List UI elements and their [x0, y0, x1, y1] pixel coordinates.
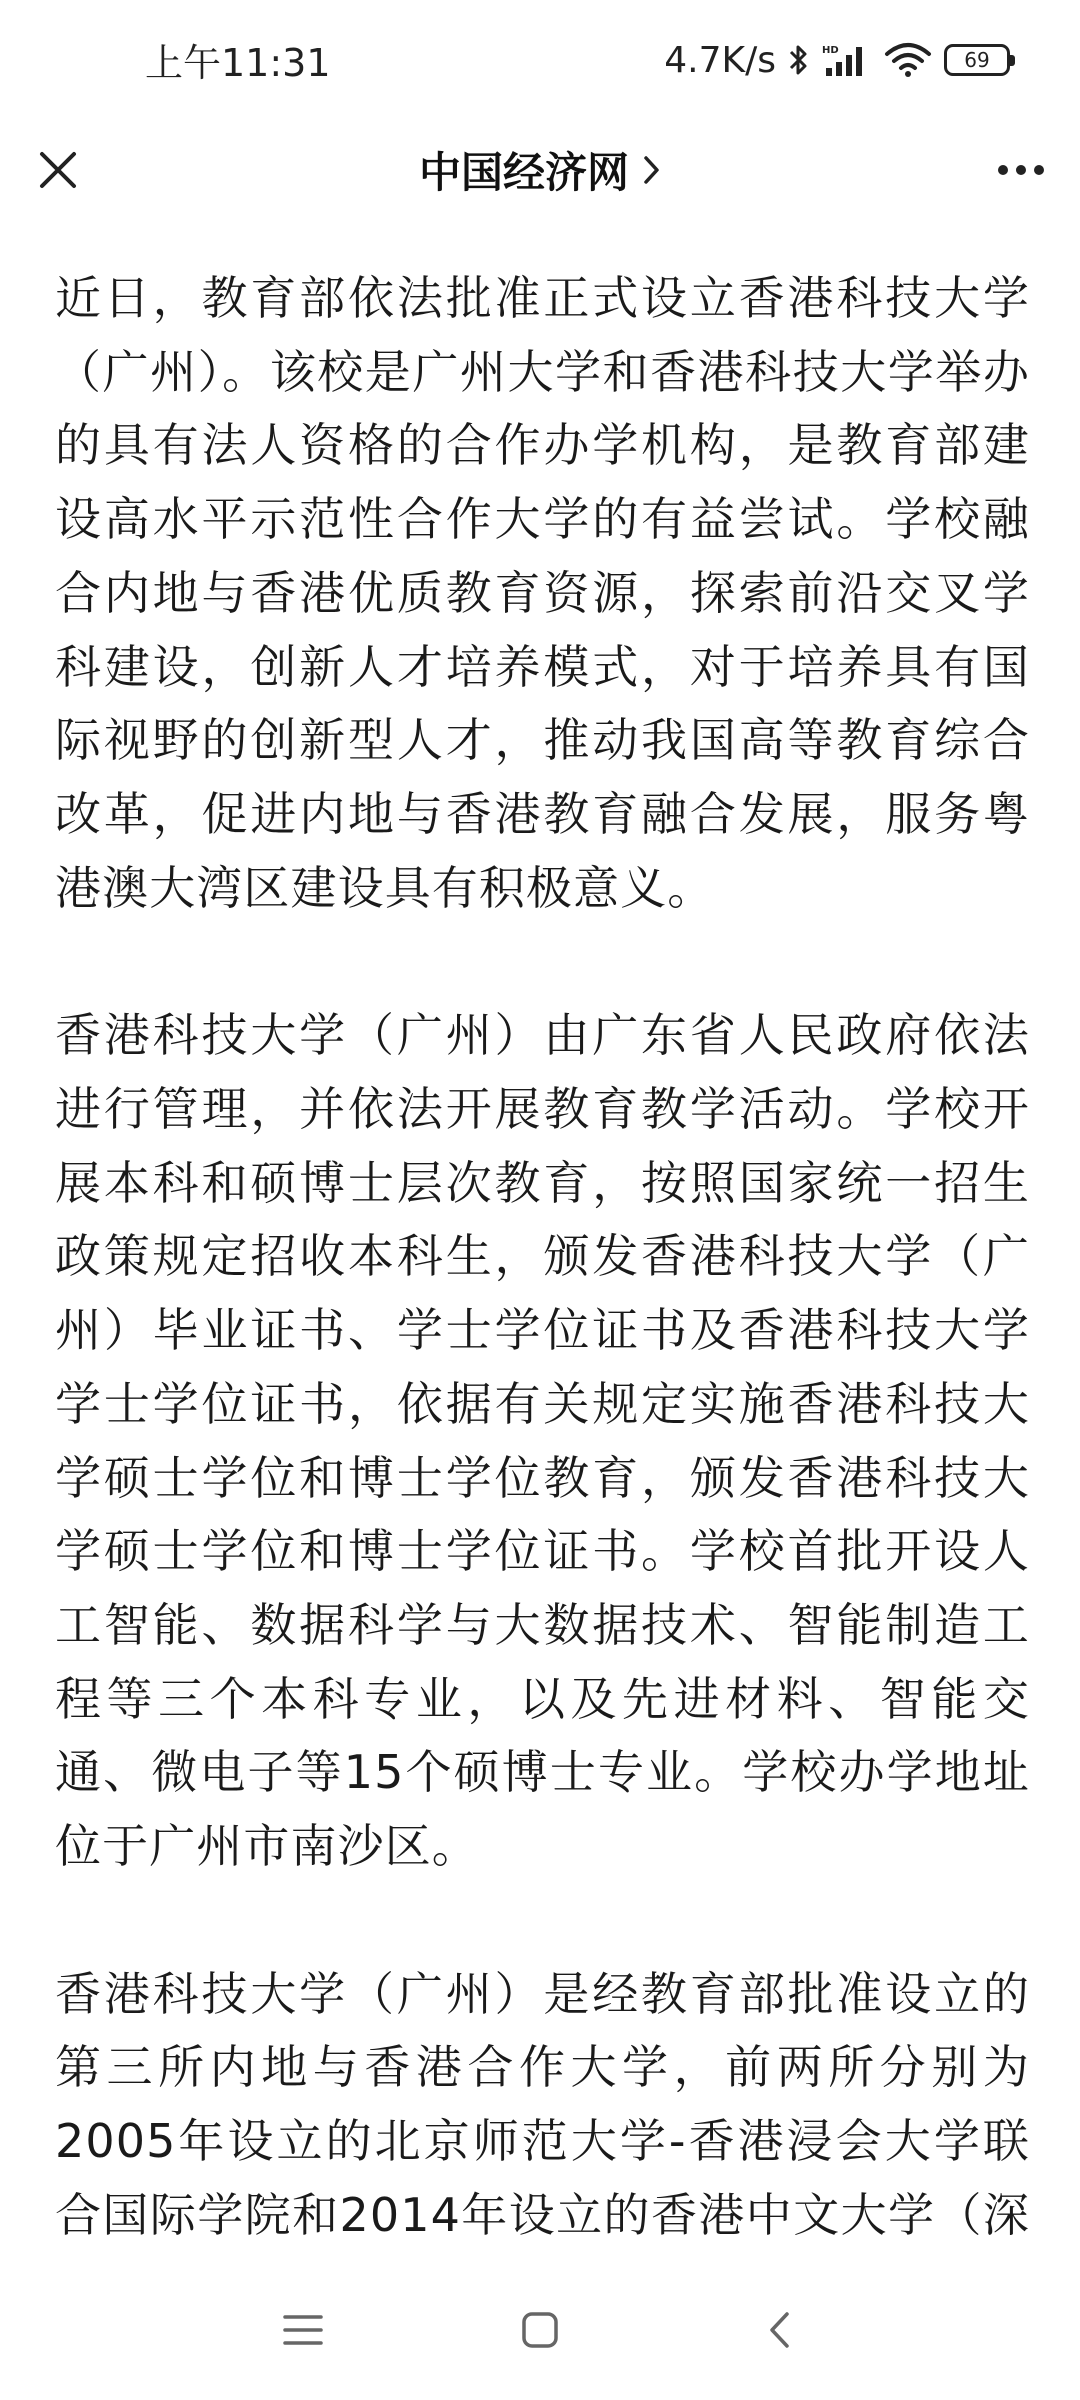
chevron-right-icon: [643, 155, 661, 185]
more-icon-dot: [1016, 165, 1026, 175]
svg-text:HD: HD: [822, 45, 839, 56]
more-icon-dot: [1034, 165, 1044, 175]
home-button[interactable]: [495, 2295, 585, 2365]
back-icon: [767, 2310, 793, 2350]
account-title-link[interactable]: [0, 130, 1080, 210]
network-speed: 4.7K/s: [664, 39, 776, 81]
signal-hd-icon: [822, 42, 872, 78]
article-paragraph: 近日，教育部依法批准正式设立香港科技大学（广州）。该校是广州大学和香港科技大学举办的具有法人资格的合作办学机构，是教育部建设高水平示范性合作大学的有益尝试。学校融合内地与香港优质教育资源，探索前沿交叉学科建设，创新人才培养模式，对于培养具有国际视野的创新型人才，推动我国高等教育综合改革，促进内地与香港教育融合发展，服务粤港澳大湾区建设具有积极意义。: [55, 271, 1030, 915]
menu-icon: [282, 2312, 324, 2348]
menu-button[interactable]: [258, 2295, 348, 2365]
article-paragraph: 香港科技大学（广州）由广东省人民政府依法进行管理，并依法开展教育教学活动。学校开展本科和硕博士层次教育，按照国家统一招生政策规定招收本科生，颁发香港科技大学（广州）毕业证书、学士学位证书及香港科技大学学士学位证书，依据有关规定实施香港科技大学硕士学位和博士学位教育，颁发香港科技大学硕士学位和博士学位证书。学校首批开设人工智能、数据科学与大数据技术、智能制造工程等三个本科专业，以及先进材料、智能交通、微电子等15个硕博士专业。学校办学地址位于广州市南沙区。: [55, 1008, 1030, 1874]
wifi-icon: [884, 42, 932, 78]
back-button[interactable]: [735, 2295, 825, 2365]
battery-level: 69: [964, 48, 990, 72]
article-paragraph: 香港科技大学（广州）是经教育部批准设立的第三所内地与香港合作大学，前两所分别为2005年设立的北京师范大学-香港浸会大学联合国际学院和2014年设立的香港中文大学（深: [55, 1966, 1030, 2242]
status-bar: [0, 0, 1080, 120]
bluetooth-icon: [788, 42, 810, 78]
status-time: 上午11:31: [145, 41, 331, 85]
more-icon: [998, 165, 1008, 175]
more-button[interactable]: [986, 140, 1056, 200]
article-body: [55, 262, 1030, 2252]
home-icon: [520, 2310, 560, 2350]
battery-icon: [944, 44, 1010, 76]
status-indicators: [664, 30, 1010, 90]
system-navigation-bar: [0, 2255, 1080, 2400]
page-title: 中国经济网: [418, 148, 629, 197]
top-nav-bar: [0, 120, 1080, 220]
